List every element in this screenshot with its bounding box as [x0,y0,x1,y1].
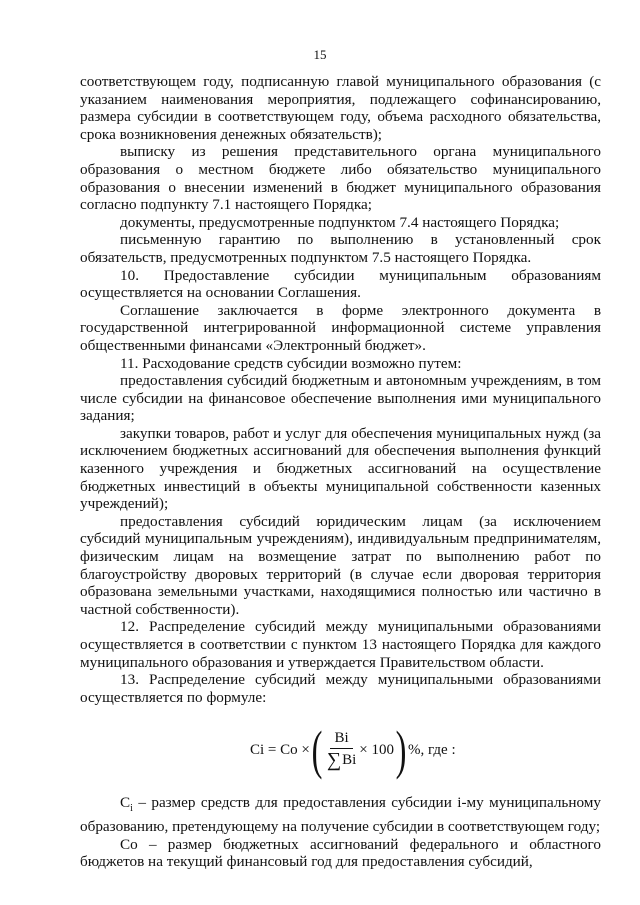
right-paren: ) [395,720,407,781]
formula-denominator: Bi [342,751,357,768]
paragraph: закупки товаров, работ и услуг для обеспечения муниципальных нужд (за исключением бюджетных ассигнований для обеспечения выполнения функций казенного учреждения и бюджетных ассигнований на осуществление бюджетных инвестиций в объекты муниципальной собственности казенных учреждений); [80,424,601,513]
formula-multiplier: × 100 [359,741,395,758]
ci-symbol: C [120,794,131,812]
paragraph: соответствующем году, подписанную главой муниципального образования (с указанием наименования мероприятия, подлежащего софинансированию, размера субсидии в соответствующем году, объема расходного обязательства, срока возникновения денежных обязательств); [80,73,601,143]
formula-denominator-group [327,749,356,770]
paragraph: документы, предусмотренные подпунктом 7.4 настоящего Порядка; [120,213,560,231]
paragraph: выписку из решения представительного органа муниципального образования о местном бюджете либо обязательство муниципального образования о внесении изменений в бюджет муниципального образования согласно подпункту 7.1 настоящего Порядка; [80,143,601,214]
formula-numerator: Bi [330,730,352,749]
document-body [80,73,601,871]
definition-co: Co – размер бюджетных ассигнований федерального и областного бюджетов на текущий финансовый год для предоставления субсидий, [80,835,601,871]
paragraph: 13. Распределение субсидий между муниципальными образованиями осуществляется по формуле: [80,671,601,706]
paragraph: 11. Расходование средств субсидии возможно путем: [120,354,462,372]
definition-ci [80,794,601,835]
paragraph: письменную гарантию по выполнению в установленный срок обязательств, предусмотренных подпунктом 7.5 настоящего Порядка. [80,231,601,266]
distribution-formula [80,718,601,782]
formula-lhs: Ci = Co × [250,741,310,758]
paragraph: предоставления субсидий бюджетным и автономным учреждениям, в том числе субсидии на финансовое обеспечение выполнения ими муниципального задания; [80,372,601,425]
paragraph: 10. Предоставление субсидии муниципальным образованиям осуществляется на основании Соглашения. [80,266,601,302]
paragraph: Соглашение заключается в форме электронного документа в государственной интегрированной информационной системе управления общественными финансами «Электронный бюджет». [80,301,601,354]
ci-subscript: i [130,803,133,815]
ci-definition-text: – размер средств для предоставления субсидии i-му муниципальному образованию, претендующему на получение субсидии в соответствующем году; [80,794,601,835]
sum-symbol: ∑ [326,749,342,772]
formula-fraction [327,730,356,770]
page-number: 15 [313,47,327,62]
formula-suffix: %, где : [408,741,456,758]
left-paren: ( [311,720,323,781]
paragraph: предоставления субсидий юридическим лицам (за исключением субсидий муниципальным учреждениям), индивидуальным предпринимателям, физическим лицам на возмещение затрат по выполнению работ по благоустройству дворовых территорий (в случае если дворовая территория образована земельными участками, находящимися полностью или частично в частной собственности). [80,512,601,618]
paragraph: 12. Распределение субсидий между муниципальными образованиями осуществляется в соответствии с пунктом 13 настоящего Порядка для каждого муниципального образования и утверждается Правительством области. [80,618,601,671]
